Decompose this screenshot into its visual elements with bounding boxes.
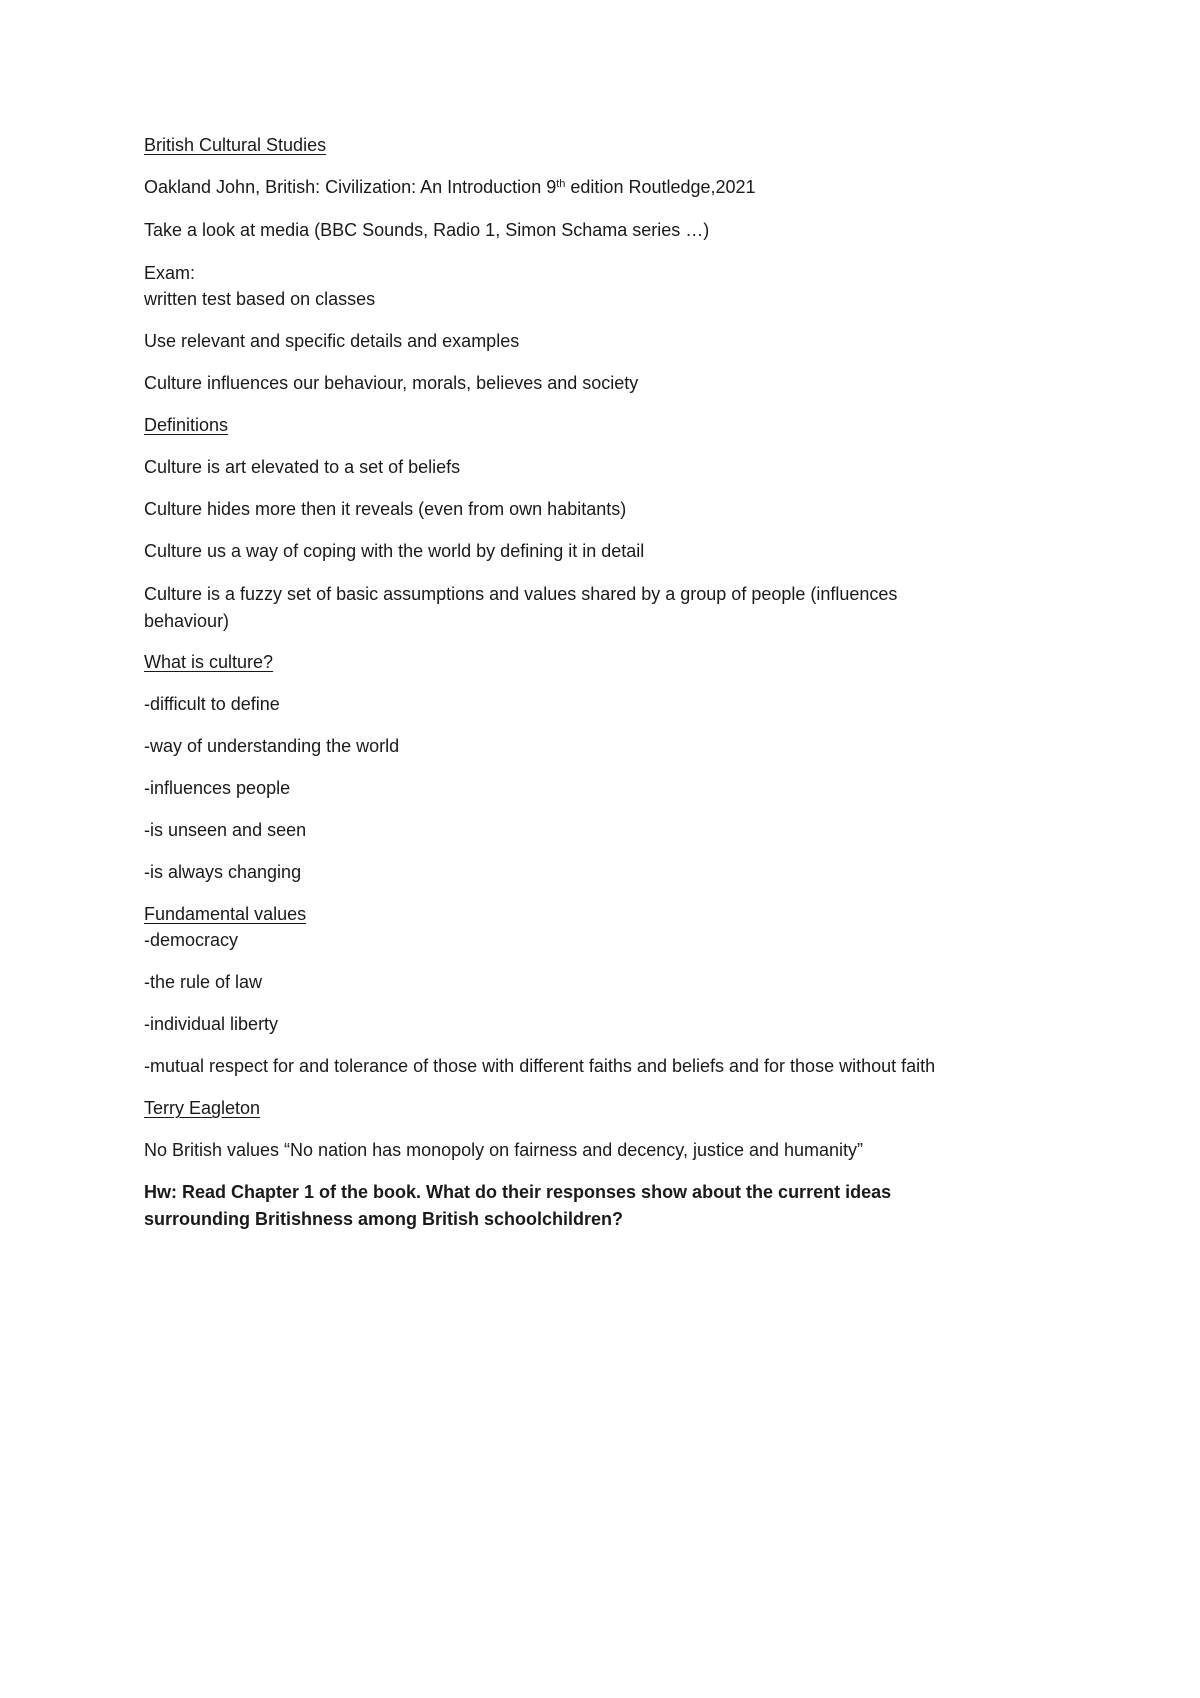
- definition-long-line-1: Culture is a fuzzy set of basic assumptions and values shared by a group of people (influences: [144, 584, 898, 604]
- list-item: -difficult to define: [144, 694, 280, 714]
- document-title: British Cultural Studies: [144, 135, 327, 155]
- list-item: -individual liberty: [144, 1014, 279, 1034]
- terry-eagleton-heading: Terry Eagleton: [144, 1098, 261, 1118]
- reference-line: [144, 176, 756, 198]
- definition-item: Culture us a way of coping with the world by defining it in detail: [144, 541, 645, 561]
- list-item: -the rule of law: [144, 972, 263, 992]
- list-item: -influences people: [144, 778, 291, 798]
- culture-influences-note: Culture influences our behaviour, morals, believes and society: [144, 373, 639, 393]
- definitions-heading: Definitions: [144, 415, 229, 435]
- definition-item: Culture hides more then it reveals (even from own habitants): [144, 499, 627, 519]
- reference-text-end: edition Routledge,2021: [565, 177, 756, 197]
- definition-item: Culture is art elevated to a set of beliefs: [144, 457, 461, 477]
- advice-note: Use relevant and specific details and examples: [144, 331, 520, 351]
- fundamental-values-heading: Fundamental values: [144, 904, 307, 924]
- reference-superscript: th: [556, 178, 566, 190]
- list-item: -democracy: [144, 930, 239, 950]
- exam-label: Exam:: [144, 263, 196, 283]
- definition-long-line-2: behaviour): [144, 611, 230, 631]
- list-item: -is always changing: [144, 862, 302, 882]
- exam-detail: written test based on classes: [144, 289, 376, 309]
- list-item: -way of understanding the world: [144, 736, 400, 756]
- list-item: -is unseen and seen: [144, 820, 307, 840]
- list-item: -mutual respect for and tolerance of those with different faiths and beliefs and for those without faith: [144, 1056, 936, 1076]
- what-is-culture-heading: What is culture?: [144, 652, 274, 672]
- media-note: Take a look at media (BBC Sounds, Radio 1, Simon Schama series …): [144, 220, 710, 240]
- homework-line-1: Hw: Read Chapter 1 of the book. What do their responses show about the current ideas: [144, 1182, 892, 1202]
- homework-line-2: surrounding Britishness among British schoolchildren?: [144, 1209, 624, 1229]
- eagleton-quote: No British values “No nation has monopoly on fairness and decency, justice and humanity”: [144, 1140, 864, 1160]
- reference-text: Oakland John, British: Civilization: An Introduction 9: [144, 177, 557, 197]
